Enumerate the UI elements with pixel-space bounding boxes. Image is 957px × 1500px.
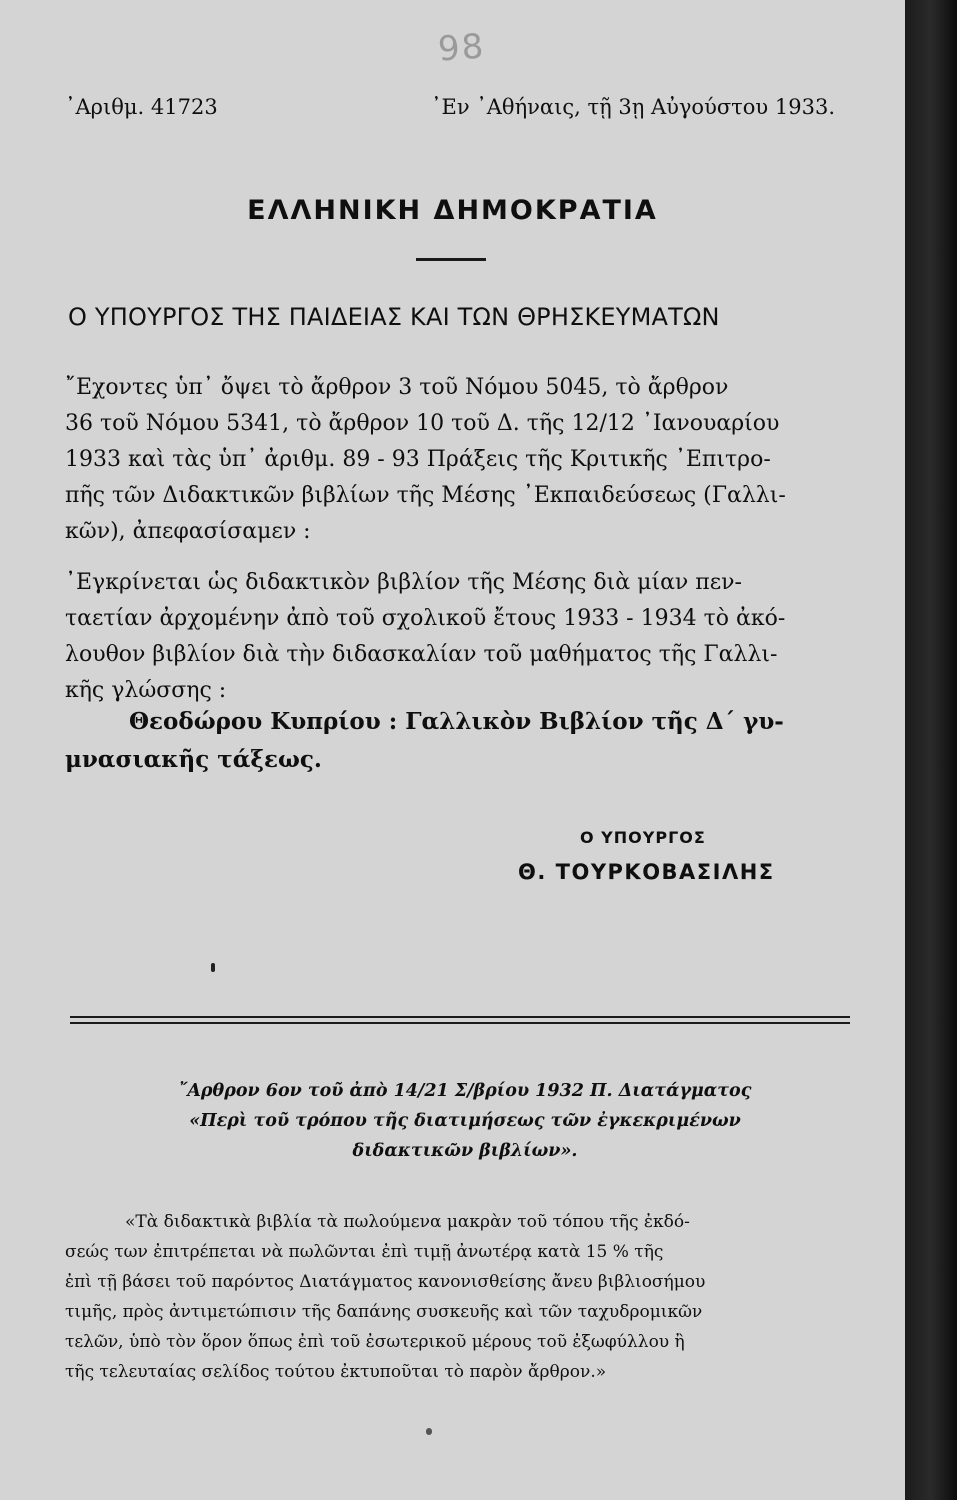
paragraph-line: ῎Εχοντες ὑπ᾿ ὄψει τὸ ἄρθρον 3 τοῦ Νόμου 5045, τὸ ἄρθρον [65,375,729,400]
approved-book-title [65,703,855,779]
minister-heading: Ο ΥΠΟΥΡΓΟΣ ΤΗΣ ΠΑΙΔΕΙΑΣ ΚΑΙ ΤΩΝ ΘΡΗΣΚΕΥΜΑΤΩΝ [68,303,720,331]
preamble-paragraph [65,370,845,550]
reference-line: ῎Αρθρον 6ον τοῦ ἀπὸ 14/21 Σ/βρίου 1932 Π. Διατάγματος [178,1081,752,1101]
document-title: ΕΛΛΗΝΙΚΗ ΔΗΜΟΚΡΑΤΙΑ [247,195,658,226]
paragraph-line: ᾿Εγκρίνεται ὡς διδακτικὸν βιβλίον τῆς Μέσης διὰ μίαν πεν- [65,570,742,595]
quoted-article [65,1207,855,1387]
signatory-title: Ο ΥΠΟΥΡΓΟΣ [580,828,706,847]
issue-date: ᾿Εν ᾿Αθήναις, τῇ 3ῃ Αὐγούστου 1933. [431,95,835,119]
reference-number: ᾿Αριθμ. 41723 [65,95,218,119]
quote-line: τελῶν, ὑπὸ τὸν ὅρον ὅπως ἐπὶ τοῦ ἐσωτερικοῦ μέρους τοῦ ἐξωφύλλου ἢ [65,1332,685,1352]
paragraph-line: πῆς τῶν Διδακτικῶν βιβλίων τῆς Μέσης ᾿Εκπαιδεύσεως (Γαλλι- [65,483,786,508]
paragraph-line: ταετίαν ἀρχομένην ἀπὸ τοῦ σχολικοῦ ἔτους 1933 - 1934 τὸ ἀκό- [65,606,786,631]
binding-edge [905,0,957,1500]
section-divider [70,1016,850,1024]
pencil-page-number: 98 [436,26,487,70]
signatory-name: Θ. ΤΟΥΡΚΟΒΑΣΙΛΗΣ [518,860,775,884]
quote-line: «Τὰ διδακτικὰ βιβλία τὰ πωλούμενα μακρὰν τοῦ τόπου τῆς ἐκδό- [125,1212,690,1232]
title-divider [416,258,486,261]
paragraph-line: κῆς γλώσσης : [65,678,227,703]
book-title-line: μνασιακῆς τάξεως. [65,746,322,773]
ink-speck [211,963,215,972]
paragraph-line: λουθον βιβλίον διὰ τὴν διδασκαλίαν τοῦ μαθήματος τῆς Γαλλι- [65,642,778,667]
quote-line: τῆς τελευταίας σελίδος τούτου ἐκτυποῦται τὸ παρὸν ἄρθρον.» [65,1362,607,1382]
book-title-line: Θεοδώρου Κυπρίου : Γαλλικὸν Βιβλίον τῆς Δ΄ γυ- [129,708,784,735]
paragraph-line: 36 τοῦ Νόμου 5341, τὸ ἄρθρον 10 τοῦ Δ. τῆς 12/12 ᾿Ιανουαρίου [65,411,780,436]
article-reference [65,1076,865,1166]
reference-line: διδακτικῶν βιβλίων». [352,1141,578,1161]
reference-line: «Περὶ τοῦ τρόπου τῆς διατιμήσεως τῶν ἐγκεκριμένων [189,1111,741,1131]
quote-line: τιμῆς, πρὸς ἀντιμετώπισιν τῆς δαπάνης συσκευῆς καὶ τῶν ταχυδρομικῶν [65,1302,703,1322]
decision-paragraph [65,565,845,709]
quote-line: σεώς των ἐπιτρέπεται νὰ πωλῶνται ἐπὶ τιμῇ ἀνωτέρᾳ κατὰ 15 % τῆς [65,1242,664,1262]
ink-speck [426,1428,432,1435]
paragraph-line: κῶν), ἀπεφασίσαμεν : [65,519,311,544]
document-header [65,95,835,131]
paragraph-line: 1933 καὶ τὰς ὑπ᾿ ἀριθμ. 89 - 93 Πράξεις τῆς Κριτικῆς ᾿Επιτρο- [65,447,771,472]
quote-line: ἐπὶ τῇ βάσει τοῦ παρόντος Διατάγματος κανονισθείσης ἄνευ βιβλιοσήμου [65,1272,706,1292]
